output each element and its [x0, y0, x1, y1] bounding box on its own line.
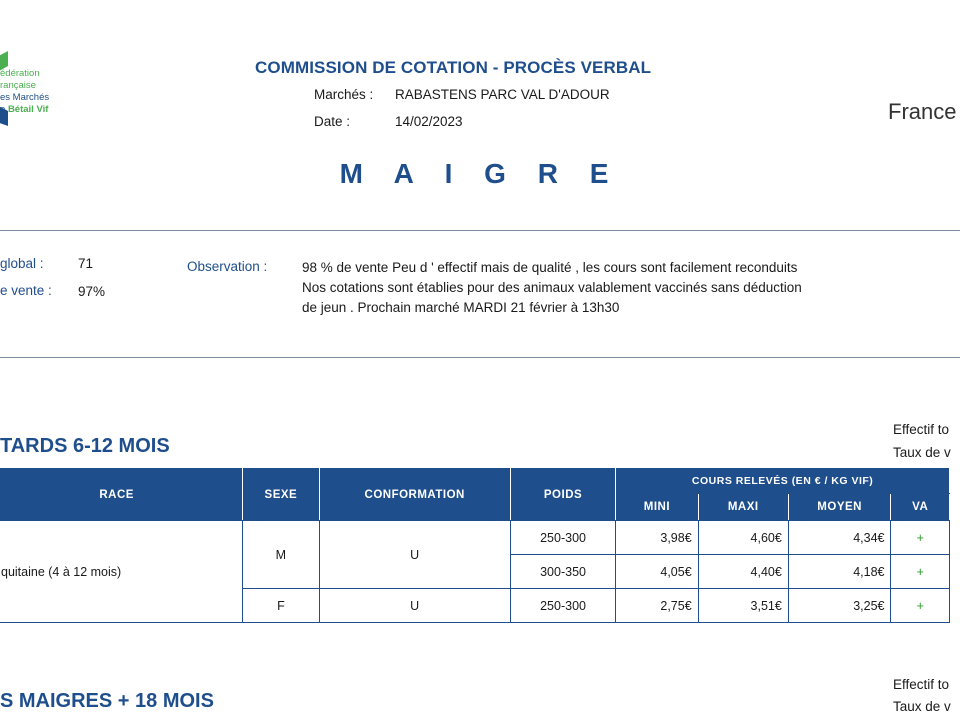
header-race: RACE	[0, 469, 243, 521]
header-moyen: MOYEN	[788, 494, 891, 521]
poids-cell: 250-300	[510, 589, 615, 623]
moyen-cell: 4,18€	[788, 555, 891, 589]
mini-cell: 3,98€	[616, 521, 698, 555]
logo-text: édération rançaise es Marchés e Bétail Vif	[0, 68, 50, 115]
header-poids: POIDS	[510, 469, 615, 521]
taux-label: e vente :	[0, 283, 52, 298]
section-title: S MAIGRES + 18 MOIS	[0, 690, 214, 712]
race-cell: quitaine (4 à 12 mois)	[0, 521, 243, 623]
table-row	[0, 521, 950, 555]
header-cours: COURS RELEVÉS (EN € / KG VIF)	[616, 469, 950, 494]
var-cell: +	[891, 555, 950, 589]
maxi-cell: 4,40€	[698, 555, 788, 589]
header-var: VA	[891, 494, 950, 521]
date-value: 14/02/2023	[395, 114, 463, 129]
divider	[0, 357, 960, 358]
document-title: COMMISSION DE COTATION - PROCÈS VERBAL	[255, 58, 652, 77]
maxi-cell: 4,60€	[698, 521, 788, 555]
mini-cell: 2,75€	[616, 589, 698, 623]
taux-vente-label: Taux de v	[893, 699, 951, 714]
effectif-total-label: Effectif to	[893, 677, 950, 692]
market-value: RABASTENS PARC VAL D'ADOUR	[395, 87, 610, 102]
section-title: TARDS 6-12 MOIS	[0, 435, 170, 457]
taux-value: 97%	[78, 284, 106, 299]
sexe-cell: F	[243, 589, 319, 623]
var-cell: +	[891, 589, 950, 623]
moyen-cell: 4,34€	[788, 521, 891, 555]
brand-text: France	[888, 99, 957, 124]
taux-vente-label: Taux de v	[893, 445, 951, 460]
var-cell: +	[891, 521, 950, 555]
header-mini: MINI	[616, 494, 698, 521]
maxi-cell: 3,51€	[698, 589, 788, 623]
header-maxi: MAXI	[698, 494, 788, 521]
date-label: Date :	[314, 114, 351, 129]
conformation-cell: U	[319, 589, 510, 623]
cotation-table	[0, 468, 950, 623]
category-title: M A I G R E	[339, 158, 621, 189]
sexe-cell: M	[243, 521, 319, 589]
market-label: Marchés :	[314, 87, 374, 102]
moyen-cell: 3,25€	[788, 589, 891, 623]
effectif-label: global :	[0, 256, 44, 271]
poids-cell: 300-350	[510, 555, 615, 589]
divider	[0, 230, 960, 231]
conformation-cell: U	[319, 521, 510, 589]
header-conformation: CONFORMATION	[319, 469, 510, 521]
effectif-value: 71	[78, 256, 94, 271]
effectif-total-label: Effectif to	[893, 422, 950, 437]
observation-text: 98 % de vente Peu d ' effectif mais de qualité , les cours sont facilement reconduits Nos cotations sont établies pour des animaux valablement vaccinés sans déduction de jeun . Prochain marché MARDI 21 février à 13h30	[302, 260, 802, 315]
poids-cell: 250-300	[510, 521, 615, 555]
observation-label: Observation :	[187, 259, 268, 274]
mini-cell: 4,05€	[616, 555, 698, 589]
header-sexe: SEXE	[243, 469, 319, 521]
